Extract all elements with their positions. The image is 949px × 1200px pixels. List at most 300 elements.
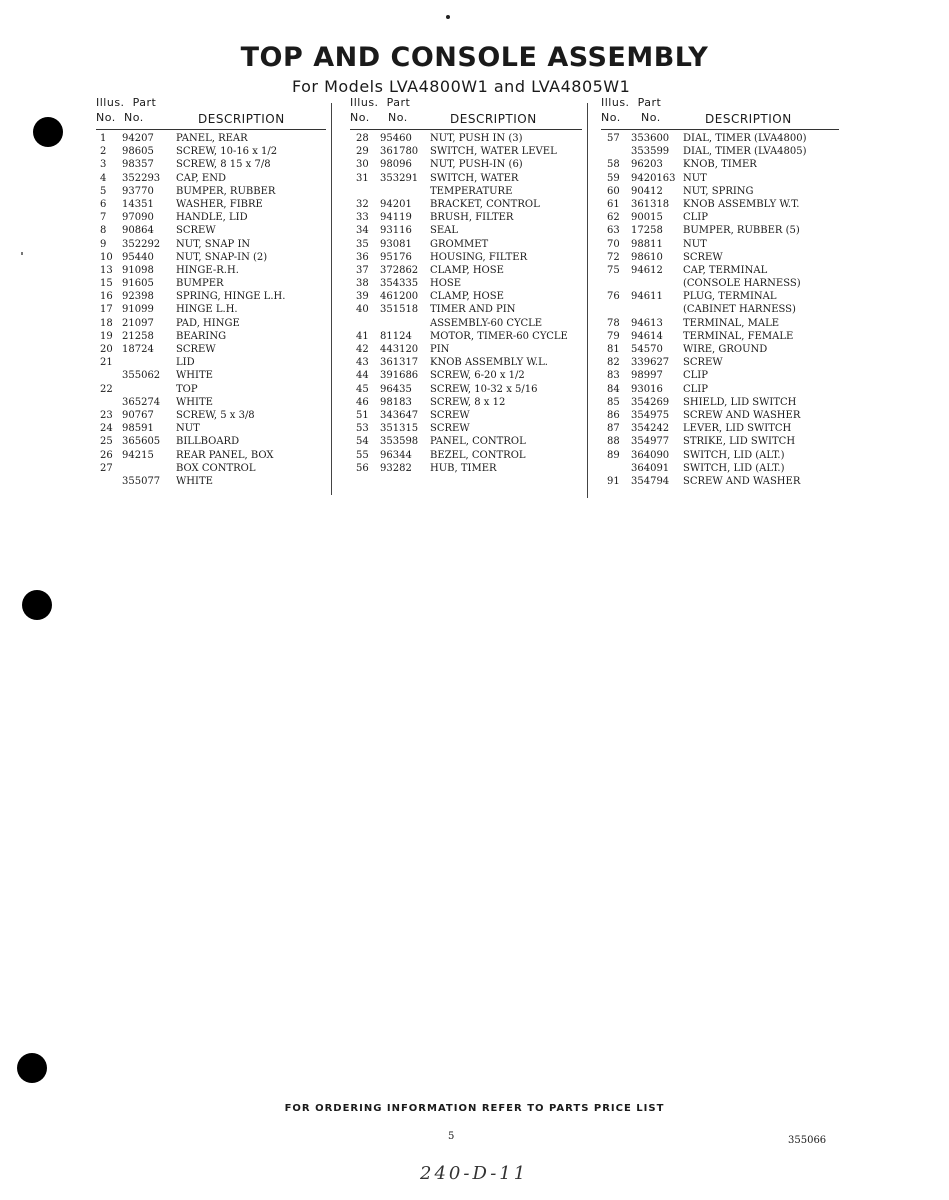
illus-number: 70 <box>607 238 620 250</box>
illus-number: 32 <box>356 198 369 210</box>
part-description: MOTOR, TIMER-60 CYCLE <box>430 330 568 342</box>
part-description: DIAL, TIMER (LVA4805) <box>683 146 807 158</box>
parts-row <box>601 224 841 237</box>
part-description: WASHER, FIBRE <box>176 198 263 210</box>
parts-row <box>96 277 326 290</box>
parts-row <box>601 409 841 422</box>
part-description: SCREW <box>683 357 723 369</box>
part-description: HINGE-R.H. <box>176 264 239 276</box>
part-description: NUT <box>683 172 707 184</box>
part-number: 351518 <box>380 304 419 316</box>
part-number: 95176 <box>380 251 412 263</box>
part-description: NUT <box>683 238 707 250</box>
parts-row <box>350 145 582 158</box>
header-description: DESCRIPTION <box>198 112 285 126</box>
illus-number: 2 <box>100 146 107 158</box>
illus-number: 72 <box>607 251 620 263</box>
illus-number: 31 <box>356 172 369 184</box>
column-header <box>601 96 841 132</box>
parts-row <box>601 369 841 382</box>
parts-row <box>350 356 582 369</box>
part-description: LID <box>176 357 195 369</box>
parts-row <box>96 198 326 211</box>
illus-number: 91 <box>607 475 620 487</box>
parts-row <box>350 449 582 462</box>
parts-row <box>601 172 841 185</box>
part-description: KNOB ASSEMBLY W.T. <box>683 198 800 210</box>
part-number: 354794 <box>631 475 670 487</box>
part-description: SHIELD, LID SWITCH <box>683 396 797 408</box>
part-number: 81124 <box>380 330 412 342</box>
part-number: 21097 <box>122 317 154 329</box>
illus-number: 88 <box>607 436 620 448</box>
part-number: 93770 <box>122 185 154 197</box>
illus-number: 38 <box>356 278 369 290</box>
parts-row <box>601 449 841 462</box>
part-number: 91099 <box>122 304 154 316</box>
part-description: CLAMP, HOSE <box>430 264 504 276</box>
parts-row <box>350 158 582 171</box>
part-number: 364091 <box>631 462 670 474</box>
part-description: TEMPERATURE <box>430 185 513 197</box>
part-description: (CONSOLE HARNESS) <box>683 278 801 290</box>
parts-row <box>350 330 582 343</box>
part-number: 354977 <box>631 436 670 448</box>
illus-number: 19 <box>100 330 113 342</box>
parts-row <box>96 303 326 316</box>
header-illus: Illus. <box>601 96 630 109</box>
top-speck <box>446 15 450 19</box>
parts-row <box>350 369 582 382</box>
part-description: SWITCH, WATER <box>430 172 519 184</box>
part-description: SCREW AND WASHER <box>683 475 801 487</box>
illus-number: 75 <box>607 264 620 276</box>
part-number: 372862 <box>380 264 419 276</box>
header-illus-part <box>350 96 410 109</box>
parts-row <box>96 409 326 422</box>
header-no-row <box>350 111 408 124</box>
part-number: 353598 <box>380 436 419 448</box>
parts-column-3 <box>601 96 841 488</box>
part-number: 98183 <box>380 396 412 408</box>
parts-row <box>601 435 841 448</box>
part-description: NUT, PUSH-IN (6) <box>430 159 523 171</box>
part-number: 461200 <box>380 291 419 303</box>
parts-row <box>350 383 582 396</box>
part-number: 361780 <box>380 146 419 158</box>
part-number: 339627 <box>631 357 670 369</box>
parts-row <box>601 475 841 488</box>
part-description: HOUSING, FILTER <box>430 251 528 263</box>
part-description: NUT, SNAP-IN (2) <box>176 251 268 263</box>
header-description: DESCRIPTION <box>705 112 792 126</box>
part-number: 353291 <box>380 172 419 184</box>
part-description: CAP, TERMINAL <box>683 264 768 276</box>
header-illus-part <box>601 96 661 109</box>
part-number: 98096 <box>380 159 412 171</box>
part-number: 94119 <box>380 212 412 224</box>
illus-number: 17 <box>100 304 113 316</box>
part-number: 354975 <box>631 409 670 421</box>
parts-row <box>96 396 326 409</box>
part-description: SCREW <box>176 225 216 237</box>
parts-row <box>601 317 841 330</box>
parts-row <box>601 158 841 171</box>
part-number: 355077 <box>122 475 161 487</box>
part-description: WHITE <box>176 370 213 382</box>
part-number: 90767 <box>122 409 154 421</box>
illus-number: 33 <box>356 212 369 224</box>
page-number: 5 <box>448 1131 455 1142</box>
header-description: DESCRIPTION <box>450 112 537 126</box>
part-description: BILLBOARD <box>176 436 240 448</box>
part-description: NUT, SNAP IN <box>176 238 251 250</box>
parts-row <box>96 172 326 185</box>
illus-number: 22 <box>100 383 113 395</box>
part-description: SCREW AND WASHER <box>683 409 801 421</box>
header-illus: Illus. <box>96 96 125 109</box>
part-description: PAD, HINGE <box>176 317 240 329</box>
parts-row <box>350 435 582 448</box>
parts-row <box>96 330 326 343</box>
part-description: DIAL, TIMER (LVA4800) <box>683 133 807 144</box>
part-description: SCREW <box>683 251 723 263</box>
part-number: 92398 <box>122 291 154 303</box>
illus-number: 16 <box>100 291 113 303</box>
part-number: 14351 <box>122 198 154 210</box>
part-description: NUT <box>176 423 200 435</box>
speck <box>21 252 23 255</box>
part-number: 95460 <box>380 133 412 144</box>
parts-row <box>350 409 582 422</box>
part-number: 94612 <box>631 264 663 276</box>
parts-row <box>601 185 841 198</box>
part-description: BOX CONTROL <box>176 462 256 474</box>
part-number: 355062 <box>122 370 161 382</box>
part-description: SCREW, 8 15 x 7/8 <box>176 159 271 171</box>
part-description: NUT, SPRING <box>683 185 754 197</box>
header-rule <box>601 129 839 130</box>
illus-number: 35 <box>356 238 369 250</box>
illus-number: 23 <box>100 409 113 421</box>
part-number: 94215 <box>122 449 154 461</box>
illus-number: 27 <box>100 462 113 474</box>
illus-number: 42 <box>356 344 369 355</box>
parts-row <box>96 264 326 277</box>
part-number: 98357 <box>122 159 154 171</box>
parts-row <box>350 251 582 264</box>
illus-number: 56 <box>356 462 369 474</box>
illus-number: 5 <box>100 185 107 197</box>
part-description: LEVER, LID SWITCH <box>683 423 792 435</box>
parts-row <box>350 317 582 330</box>
header-part: Part <box>386 96 411 109</box>
part-description: GROMMET <box>430 238 489 250</box>
part-number: 351315 <box>380 423 419 435</box>
illus-number: 20 <box>100 344 113 355</box>
illus-number: 59 <box>607 172 620 184</box>
parts-row <box>96 145 326 158</box>
parts-row <box>601 290 841 303</box>
part-description: CLIP <box>683 212 708 224</box>
parts-row <box>350 277 582 290</box>
part-description: BEZEL, CONTROL <box>430 449 526 461</box>
parts-row <box>350 224 582 237</box>
part-description: CLIP <box>683 370 708 382</box>
illus-number: 60 <box>607 185 620 197</box>
header-no-row <box>601 111 661 124</box>
parts-row <box>96 369 326 382</box>
part-number: 91605 <box>122 278 154 290</box>
parts-row <box>601 462 841 475</box>
part-description: SCREW, 5 x 3/8 <box>176 409 255 421</box>
parts-row <box>601 145 841 158</box>
part-number: 354269 <box>631 396 670 408</box>
illus-number: 4 <box>100 172 107 184</box>
illus-number: 45 <box>356 383 369 395</box>
part-description: WHITE <box>176 396 213 408</box>
part-number: 96435 <box>380 383 412 395</box>
header-part: Part <box>637 96 662 109</box>
part-description: KNOB, TIMER <box>683 159 757 171</box>
illus-number: 34 <box>356 225 369 237</box>
part-description: KNOB ASSEMBLY W.L. <box>430 357 548 369</box>
illus-number: 63 <box>607 225 620 237</box>
part-description: SPRING, HINGE L.H. <box>176 291 286 303</box>
header-rule <box>350 129 582 130</box>
illus-number: 86 <box>607 409 620 421</box>
part-number: 94201 <box>380 198 412 210</box>
illus-number: 79 <box>607 330 620 342</box>
illus-number: 41 <box>356 330 369 342</box>
illus-number: 78 <box>607 317 620 329</box>
part-description: BUMPER <box>176 278 224 290</box>
part-number: 391686 <box>380 370 419 382</box>
part-description: HINGE L.H. <box>176 304 238 316</box>
part-description: SCREW <box>176 344 216 355</box>
part-description: SEAL <box>430 225 459 237</box>
parts-row <box>601 383 841 396</box>
part-description: PLUG, TERMINAL <box>683 291 777 303</box>
illus-number: 36 <box>356 251 369 263</box>
binder-hole-middle <box>22 590 52 620</box>
part-description: BUMPER, RUBBER (5) <box>683 225 800 237</box>
parts-row <box>350 396 582 409</box>
part-description: BRACKET, CONTROL <box>430 198 540 210</box>
header-rule <box>96 129 326 130</box>
illus-number: 18 <box>100 317 113 329</box>
part-description: SWITCH, LID (ALT.) <box>683 449 785 461</box>
binder-hole-bottom <box>17 1053 47 1083</box>
part-description: (CABINET HARNESS) <box>683 304 796 316</box>
page-subtitle: For Models LVA4800W1 and LVA4805W1 <box>292 77 631 96</box>
part-number: 90412 <box>631 185 663 197</box>
part-description: TERMINAL, FEMALE <box>683 330 794 342</box>
parts-row <box>601 132 841 145</box>
part-description: TERMINAL, MALE <box>683 317 780 329</box>
part-number: 361317 <box>380 357 419 369</box>
illus-number: 55 <box>356 449 369 461</box>
part-number: 443120 <box>380 344 419 355</box>
part-number: 352292 <box>122 238 161 250</box>
part-description: BRUSH, FILTER <box>430 212 514 224</box>
illus-number: 62 <box>607 212 620 224</box>
part-number: 96203 <box>631 159 663 171</box>
parts-column-2 <box>350 96 582 475</box>
part-number: 364090 <box>631 449 670 461</box>
illus-number: 13 <box>100 264 113 276</box>
illus-number: 87 <box>607 423 620 435</box>
header-illus: Illus. <box>350 96 379 109</box>
illus-number: 85 <box>607 396 620 408</box>
column-header <box>350 96 582 132</box>
part-description: TIMER AND PIN <box>430 304 516 316</box>
header-illus-part <box>96 96 156 109</box>
part-number: 94614 <box>631 330 663 342</box>
illus-number: 44 <box>356 370 369 382</box>
part-description: PIN <box>430 344 450 355</box>
parts-row <box>601 343 841 356</box>
part-description: CAP, END <box>176 172 226 184</box>
parts-row <box>350 238 582 251</box>
part-description: CLIP <box>683 383 708 395</box>
illus-number: 46 <box>356 396 369 408</box>
part-number: 98605 <box>122 146 154 158</box>
part-description: REAR PANEL, BOX <box>176 449 274 461</box>
parts-row <box>96 343 326 356</box>
part-description: HANDLE, LID <box>176 212 248 224</box>
part-description: SCREW, 6-20 x 1/2 <box>430 370 525 382</box>
part-number: 361318 <box>631 198 670 210</box>
parts-row <box>601 277 841 290</box>
illus-number: 9 <box>100 238 107 250</box>
parts-row <box>350 303 582 316</box>
header-no: No. <box>96 111 116 124</box>
part-number: 21258 <box>122 330 154 342</box>
part-number: 352293 <box>122 172 161 184</box>
part-description: SWITCH, LID (ALT.) <box>683 462 785 474</box>
illus-number: 43 <box>356 357 369 369</box>
parts-column-1 <box>96 96 326 488</box>
parts-row <box>350 185 582 198</box>
parts-row <box>96 449 326 462</box>
column-divider-1 <box>331 103 332 495</box>
illus-number: 26 <box>100 449 113 461</box>
illus-number: 81 <box>607 344 620 355</box>
parts-row <box>96 475 326 488</box>
part-number: 9420163 <box>631 172 676 184</box>
illus-number: 25 <box>100 436 113 448</box>
illus-number: 84 <box>607 383 620 395</box>
part-number: 365274 <box>122 396 161 408</box>
parts-row <box>96 317 326 330</box>
parts-row <box>96 435 326 448</box>
part-description: WIRE, GROUND <box>683 344 768 355</box>
parts-row <box>350 264 582 277</box>
part-number: 95440 <box>122 251 154 263</box>
part-description: SCREW, 8 x 12 <box>430 396 506 408</box>
illus-number: 37 <box>356 264 369 276</box>
part-number: 96344 <box>380 449 412 461</box>
parts-row <box>96 185 326 198</box>
part-number: 17258 <box>631 225 663 237</box>
parts-row <box>601 356 841 369</box>
illus-number: 40 <box>356 304 369 316</box>
part-description: WHITE <box>176 475 213 487</box>
parts-row <box>350 198 582 211</box>
parts-row <box>601 238 841 251</box>
parts-row <box>96 356 326 369</box>
part-description: STRIKE, LID SWITCH <box>683 436 796 448</box>
illus-number: 8 <box>100 225 107 237</box>
parts-row <box>96 224 326 237</box>
parts-row <box>350 422 582 435</box>
parts-row <box>350 343 582 356</box>
part-number: 353600 <box>631 133 670 144</box>
part-description: TOP <box>176 383 198 395</box>
ordering-footer: FOR ORDERING INFORMATION REFER TO PARTS PRICE LIST <box>284 1103 665 1114</box>
part-number: 94613 <box>631 317 663 329</box>
parts-row <box>350 290 582 303</box>
parts-row <box>96 132 326 145</box>
part-number: 98610 <box>631 251 663 263</box>
part-number: 354242 <box>631 423 670 435</box>
illus-number: 21 <box>100 357 113 369</box>
parts-row <box>601 422 841 435</box>
header-no-row <box>96 111 144 124</box>
part-description: NUT, PUSH IN (3) <box>430 133 523 144</box>
part-description: PANEL, CONTROL <box>430 436 526 448</box>
part-description: CLAMP, HOSE <box>430 291 504 303</box>
part-description: BUMPER, RUBBER <box>176 185 276 197</box>
part-description: ASSEMBLY-60 CYCLE <box>430 317 543 329</box>
page-title: TOP AND CONSOLE ASSEMBLY <box>240 42 709 73</box>
parts-row <box>350 211 582 224</box>
parts-row <box>96 211 326 224</box>
parts-row <box>601 264 841 277</box>
part-number: 94611 <box>631 291 663 303</box>
part-description: SCREW <box>430 423 470 435</box>
parts-row <box>96 290 326 303</box>
parts-row <box>601 396 841 409</box>
part-number: 90015 <box>631 212 663 224</box>
part-number: 54570 <box>631 344 663 355</box>
header-no: No. <box>601 111 621 124</box>
column-header <box>96 96 326 132</box>
header-partno: No. <box>641 111 661 124</box>
illus-number: 57 <box>607 133 620 144</box>
part-number: 93116 <box>380 225 412 237</box>
parts-row <box>350 132 582 145</box>
illus-number: 53 <box>356 423 369 435</box>
part-number: 18724 <box>122 344 154 355</box>
parts-row <box>96 462 326 475</box>
header-no: No. <box>350 111 370 124</box>
part-number: 354335 <box>380 278 419 290</box>
header-part: Part <box>132 96 157 109</box>
header-partno: No. <box>124 111 144 124</box>
document-number: 355066 <box>788 1135 827 1146</box>
illus-number: 28 <box>356 133 369 144</box>
illus-number: 89 <box>607 449 620 461</box>
part-number: 97090 <box>122 212 154 224</box>
part-description: SCREW, 10-32 x 5/16 <box>430 383 538 395</box>
illus-number: 54 <box>356 436 369 448</box>
parts-row <box>350 172 582 185</box>
illus-number: 61 <box>607 198 620 210</box>
part-description: SWITCH, WATER LEVEL <box>430 146 557 158</box>
column-divider-2 <box>587 103 588 498</box>
